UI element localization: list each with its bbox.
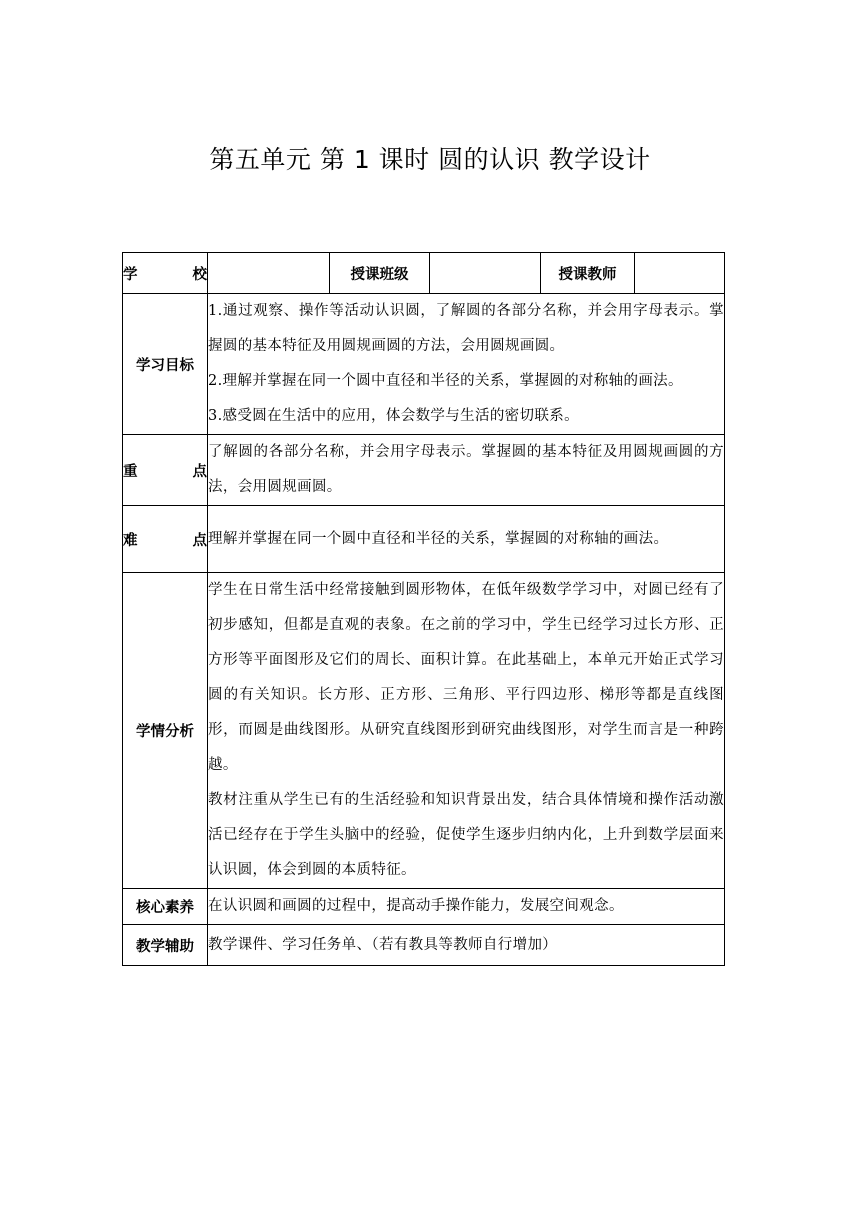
- analysis-paragraph: 学生在日常生活中经常接触到圆形物体，在低年级数学学习中，对圆已经有了初步感知，但都是直观的表象。在之前的学习中，学生已经学习过长方形、正方形等平面图形及它们的周长、面积计算。在此基础上，本单元开始正式学习圆的有关知识。长方形、正方形、三角形、平行四边形、梯形等都是直线图形，而圆是曲线图形。从研究直线图形到研究曲线图形，对学生而言是一种跨越。: [208, 582, 724, 773]
- table-row-objectives: [123, 294, 725, 435]
- objective-item: 2.理解并掌握在同一个圆中直径和半径的关系，掌握圆的对称轴的画法。: [208, 373, 683, 389]
- table-row-teaching-aids: [123, 925, 725, 966]
- objectives-label: 学习目标: [123, 294, 208, 435]
- analysis-content: [208, 573, 725, 889]
- difficulties-content: 理解并掌握在同一个圆中直径和半径的关系，掌握圆的对称轴的画法。: [208, 506, 725, 573]
- teaching-aids-label: 教学辅助: [123, 925, 208, 966]
- analysis-label: 学情分析: [123, 573, 208, 889]
- class-value-cell: [430, 253, 541, 294]
- core-literacy-content: 在认识圆和画圆的过程中，提高动手操作能力，发展空间观念。: [208, 889, 725, 925]
- key-points-content: 了解圆的各部分名称，并会用字母表示。掌握圆的基本特征及用圆规画圆的方法，会用圆规画圆。: [208, 435, 725, 506]
- table-row-core-literacy: [123, 889, 725, 925]
- class-label: 授课班级: [330, 253, 430, 294]
- school-label: 学 校: [123, 253, 208, 294]
- teacher-label: 授课教师: [541, 253, 635, 294]
- key-points-label: 重 点: [123, 435, 208, 506]
- objectives-content: [208, 294, 725, 435]
- table-row-analysis: [123, 573, 725, 889]
- lesson-plan-table: [122, 252, 725, 966]
- table-row-key-points: [123, 435, 725, 506]
- core-literacy-label: 核心素养: [123, 889, 208, 925]
- objective-item: 3.感受圆在生活中的应用，体会数学与生活的密切联系。: [208, 408, 579, 424]
- difficulties-label: 难 点: [123, 506, 208, 573]
- page-title: 第五单元 第 1 课时 圆的认识 教学设计: [209, 145, 651, 174]
- teaching-aids-content: 教学课件、学习任务单、（若有教具等教师自行增加）: [208, 925, 725, 966]
- school-value-cell: [208, 253, 330, 294]
- objective-item: 1.通过观察、操作等活动认识圆，了解圆的各部分名称，并会用字母表示。掌握圆的基本特征及用圆规画圆的方法，会用圆规画圆。: [208, 303, 724, 354]
- teacher-value-cell: [635, 253, 725, 294]
- table-row-difficulties: [123, 506, 725, 573]
- analysis-paragraph: 教材注重从学生已有的生活经验和知识背景出发，结合具体情境和操作活动激活已经存在于学生头脑中的经验，促使学生逐步归纳内化，上升到数学层面来认识圆，体会到圆的本质特征。: [208, 792, 724, 878]
- table-row-header: [123, 253, 725, 294]
